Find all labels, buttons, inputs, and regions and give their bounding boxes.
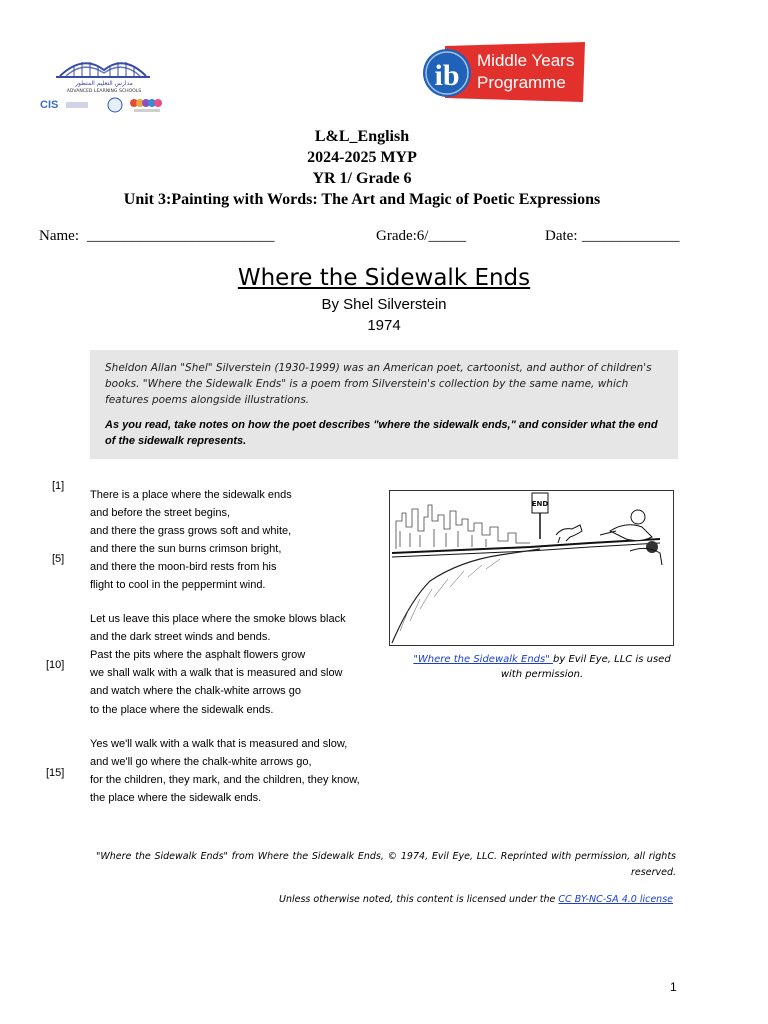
poem-line: Yes we'll walk with a walk that is measured and slow, [90, 738, 348, 750]
ib-line1: Middle Years [477, 51, 575, 70]
poem-line: for the children, they mark, and the children, they know, [90, 774, 360, 786]
poem-line: Let us leave this place where the smoke blows black [90, 613, 346, 625]
line-number: [1] [52, 480, 65, 492]
school-logo [38, 48, 170, 118]
line-number: [15] [46, 767, 65, 779]
poem-line: Past the pits where the asphalt flowers grow [90, 649, 306, 661]
license-link[interactable]: CC BY-NC-SA 4.0 license [558, 894, 673, 905]
poem-line: There is a place where the sidewalk ends [90, 489, 292, 501]
poem-line: and we'll go where the chalk-white arrows go, [90, 756, 312, 768]
poem-line: to the place where the sidewalk ends. [90, 704, 274, 716]
grade-line: YR 1/ Grade 6 [312, 170, 412, 187]
poem-line: and the dark street winds and bends. [90, 631, 271, 643]
end-sign-text: END [531, 500, 549, 508]
license-notice [200, 894, 673, 905]
caption-link[interactable]: "Where the Sidewalk Ends" [413, 654, 553, 665]
poem-year: 1974 [367, 317, 401, 334]
grade-field[interactable]: Grade:6/_____ [376, 228, 466, 244]
name-label: Name: [39, 228, 79, 244]
permission-credit: "Where the Sidewalk Ends" from Where the Sidewalk Ends, © 1974, Evil Eye, LLC. Reprinted with permission, all rights reserved. [96, 851, 676, 878]
line-number: [10] [46, 659, 65, 671]
poem-line: and there the sun burns crimson bright, [90, 543, 282, 555]
school-english-name: ADVANCED LEARNING SCHOOLS [66, 89, 142, 94]
poem-line: we shall walk with a walk that is measured and slow [90, 667, 343, 679]
date-label: Date: [545, 228, 578, 244]
intro-text: Sheldon Allan "Shel" Silverstein (1930-1999) was an American poet, cartoonist, and author of children's books. "Where the Sidewalk Ends" is a poem from Silverstein's collection by the same name, which features poems alongside illustrations. [105, 362, 652, 406]
poem-line: the place where the sidewalk ends. [90, 792, 262, 804]
name-field[interactable]: _________________________ [87, 228, 275, 244]
school-arabic-name: مدارس التعليم المتطور [75, 80, 133, 87]
poem-line: and there the moon-bird rests from his [90, 561, 277, 573]
poem-line: and there the grass grows soft and white, [90, 525, 292, 537]
svg-text:ib: ib [434, 59, 460, 92]
poem-author: By Shel Silverstein [321, 296, 447, 313]
cis-label: CIS [40, 99, 59, 111]
date-field[interactable]: _____________ [582, 228, 680, 244]
academic-year: 2024-2025 MYP [307, 149, 417, 166]
unit-title: Unit 3:Painting with Words: The Art and Magic of Poetic Expressions [123, 191, 601, 208]
page-number: 1 [670, 980, 677, 994]
line-number: [5] [52, 553, 65, 565]
poem-line: and watch where the chalk-white arrows go [90, 685, 301, 697]
sidewalk-illustration [389, 490, 674, 646]
caption-text-1: by Evil Eye, LLC is used [553, 654, 671, 665]
ib-line2: Programme [477, 73, 566, 92]
reading-instruction: As you read, take notes on how the poet describes "where the sidewalk ends," and consider what the end of the sidewalk represents. [105, 419, 658, 447]
poem-line: and before the street begins, [90, 507, 231, 519]
ib-myp-logo [423, 40, 587, 106]
caption-text-2: with permission. [500, 669, 584, 680]
license-text: Unless otherwise noted, this content is licensed under the [279, 894, 559, 905]
illustration-caption [392, 652, 692, 682]
poem-title: Where the Sidewalk Ends [237, 265, 531, 291]
poem-line: flight to cool in the peppermint wind. [90, 579, 266, 591]
course-title: L&L_English [314, 128, 410, 145]
document-header [0, 126, 724, 210]
